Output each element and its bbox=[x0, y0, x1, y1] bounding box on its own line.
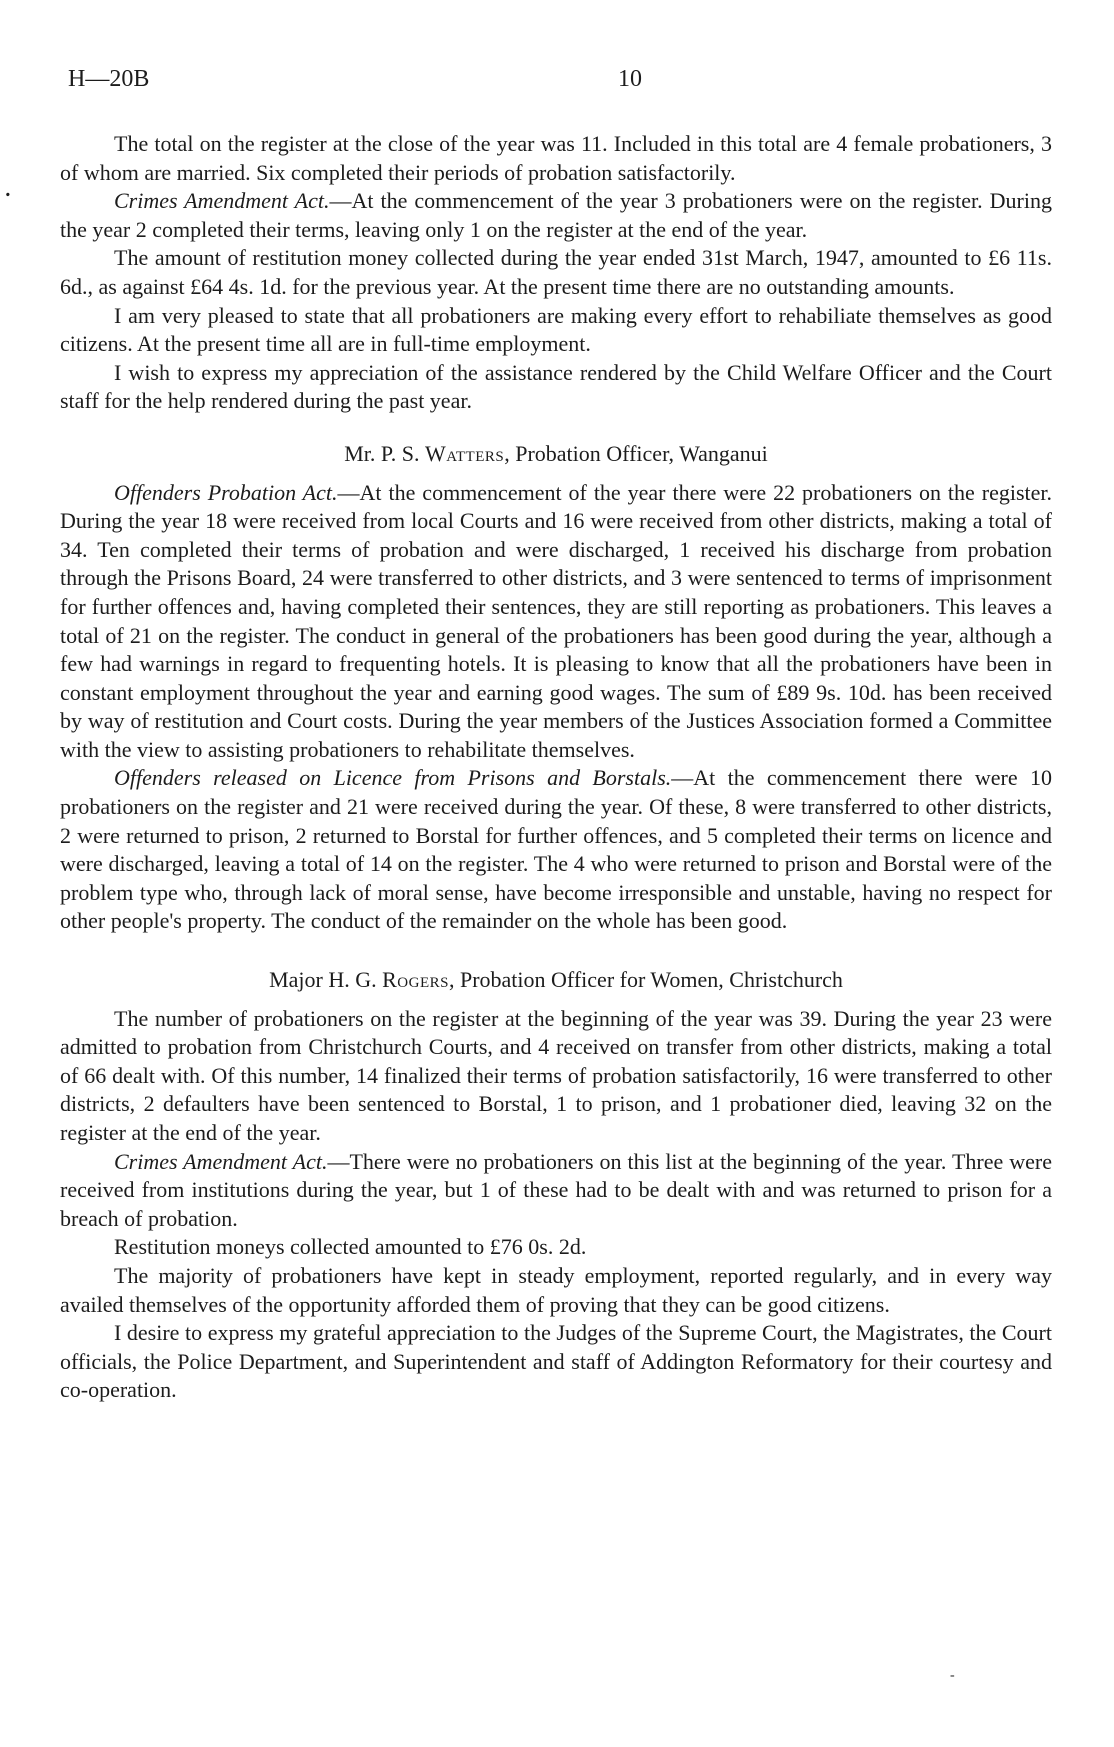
paragraph: The amount of restitution money collected during the year ended 31st March, 1947, amounted to £6 11s. 6d., as against £64 4s. 1d. for the previous year. At the present time there are no outstanding amounts. bbox=[60, 245, 1052, 299]
paragraph-text: —At the commencement there were 10 probationers on the register and 21 were received during the year. Of these, 8 were transferred to other districts, 2 were returned to prison, 2 returned to Borstal for further offences, and 5 completed their terms on licence and were discharged, leaving a total of 14 on the register. The 4 who were returned to prison and Borstal were of the problem type who, through lack of moral sense, have become irresponsible and unstable, having no respect for other people's property. The conduct of the remainder on the whole has been good. bbox=[60, 765, 1052, 934]
act-heading: Offenders Probation Act. bbox=[114, 479, 338, 505]
paragraph: Restitution moneys collected amounted to £76 0s. 2d. bbox=[114, 1234, 587, 1260]
margin-mark: • bbox=[3, 187, 14, 204]
paragraph-text: —At the commencement of the year 3 probationers were on the register. During the year 2 completed their terms, leaving only 1 on the register at the end of the year. bbox=[60, 188, 1052, 242]
document-reference: H—20B bbox=[68, 66, 150, 92]
watters-section bbox=[60, 479, 1052, 937]
paragraph bbox=[60, 764, 1052, 936]
heading-suffix: , Probation Officer for Women, Christchurch bbox=[448, 967, 843, 993]
paragraph: The number of probationers on the register at the beginning of the year was 39. During the year 23 were admitted to probation from Christchurch Courts, and 4 received on transfer from other districts, making a total of 66 dealt with. Of this number, 14 finalized their terms of probation satisfactorily, 16 were transferred to other districts, 2 defaulters have been sentenced to Borstal, 1 to prison, and 1 probationer died, leaving 32 on the register at the end of the year. bbox=[60, 1005, 1052, 1145]
heading-name: Rogers bbox=[382, 967, 449, 993]
page-header bbox=[68, 66, 1048, 100]
heading-name: Watters bbox=[424, 440, 505, 466]
act-heading: Offenders released on Licence from Prisons and Borstals. bbox=[114, 765, 672, 791]
paragraph: I am very pleased to state that all probationers are making every effort to rehabiliate themselves as good citizens. At the present time all are in full-time employment. bbox=[60, 302, 1052, 357]
section-heading-rogers bbox=[60, 966, 1052, 995]
paragraph: I wish to express my appreciation of the assistance rendered by the Child Welfare Officer and the Court staff for the help rendered during the past year. bbox=[60, 359, 1052, 414]
paragraph bbox=[60, 1148, 1052, 1234]
paragraph-text: —There were no probationers on this list at the beginning of the year. Three were received from institutions during the year, but 1 of these had to be dealt with and was returned to prison for a breach of probation. bbox=[60, 1148, 1053, 1231]
intro-section bbox=[60, 130, 1052, 416]
paragraph: The majority of probationers have kept in steady employment, reported regularly, and in every way availed themselves of the opportunity afforded them of proving that they can be good citizens. bbox=[60, 1262, 1052, 1317]
heading-prefix: Major H. G. bbox=[269, 967, 377, 993]
paragraph bbox=[60, 187, 1052, 244]
heading-prefix: Mr. P. S. bbox=[344, 440, 420, 466]
section-heading-watters bbox=[60, 440, 1052, 469]
act-heading: Crimes Amendment Act. bbox=[114, 188, 330, 214]
paragraph-text: —At the commencement of the year there were 22 probationers on the register. During the year 18 were received from local Courts and 16 were received from other districts, making a total of 34. Ten completed their terms of probation and were discharged, 1 received his discharge from probation through the Prisons Board, 24 were transferred to other districts, and 3 were sentenced to terms of imprisonment for further offences and, having completed their sentences, they are still reporting as probationers. This leaves a total of 21 on the register. The conduct in general of the probationers has been good during the year, although a few had warnings in regard to frequenting hotels. It is pleasing to know that all the probationers have been in constant employment throughout the year and earning good wages. The sum of £89 9s. 10d. has been received by way of restitution and Court costs. During the year members of the Justices Association formed a Committee with the view to assisting probationers to rehabilitate themselves. bbox=[60, 479, 1052, 762]
margin-mark: - bbox=[950, 1668, 955, 1683]
act-heading: Crimes Amendment Act. bbox=[114, 1148, 328, 1174]
paragraph bbox=[60, 479, 1052, 765]
heading-suffix: , Probation Officer, Wanganui bbox=[504, 440, 768, 466]
paragraph: I desire to express my grateful appreciation to the Judges of the Supreme Court, the Magistrates, the Court officials, the Police Department, and Superintendent and staff of Addington Reformatory for their courtesy and co-operation. bbox=[60, 1320, 1052, 1403]
paragraph: The total on the register at the close of the year was 11. Included in this total are 4 female probationers, 3 of whom are married. Six completed their periods of probation satisfactorily. bbox=[60, 131, 1052, 185]
page-number: 10 bbox=[618, 66, 642, 92]
rogers-section bbox=[60, 1005, 1052, 1405]
document-body bbox=[60, 130, 1052, 1405]
